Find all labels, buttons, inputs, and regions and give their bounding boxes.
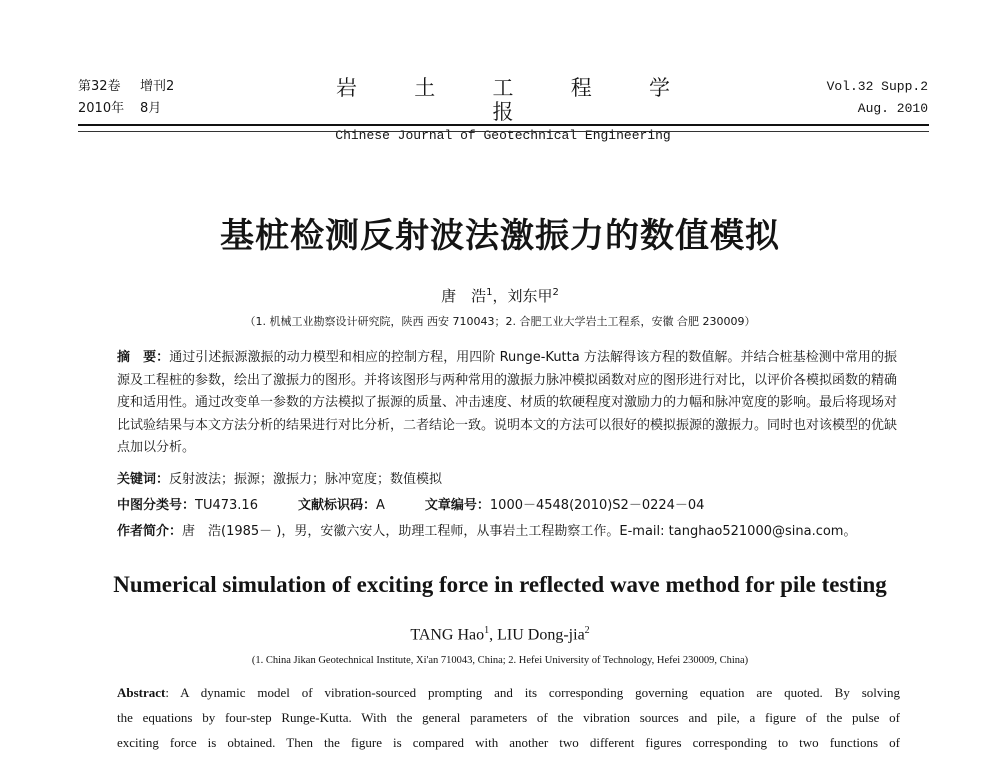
author-2-en: LIU Dong-jia [497, 626, 585, 644]
journal-header [78, 76, 928, 143]
bio-label: 作者简介： [117, 524, 183, 539]
author-1-sup: 1 [486, 287, 493, 298]
author-2-cn: 刘东甲 [507, 287, 553, 305]
author-1-en: TANG Hao [410, 626, 485, 644]
author-2-sup: 2 [552, 287, 559, 298]
abstract-en-line-2: the equations by four-step Runge-Kutta. With the general parameters of the vibration sources and pile, a figure of the pulse of [117, 710, 900, 725]
abstract-label-en: Abstract [117, 685, 166, 700]
article-title-cn: 基桩检测反射波法激振力的数值模拟 [220, 216, 780, 256]
year-cn: 2010年 [78, 101, 125, 116]
bio-text: 唐 浩(1985－ )，男，安徽六安人，助理工程师，从事岩土工程勘察工作。E-mail: tanghao521000@sina.com。 [182, 524, 857, 539]
authors-cn [0, 285, 1000, 306]
issue-cn: 增刊2 [140, 79, 175, 94]
date-en: Aug. 2010 [857, 101, 928, 116]
month-cn: 8月 [140, 101, 162, 116]
keywords-label-cn: 关键词： [117, 472, 170, 487]
abstract-label-cn: 摘 要： [117, 350, 170, 365]
doc-code-value: A [375, 498, 385, 513]
doc-code-label: 文献标识码： [297, 498, 376, 513]
classification-line [117, 495, 897, 517]
keywords-cn [117, 469, 897, 491]
clc-label: 中图分类号： [117, 498, 196, 513]
volume-en: Vol.32 Supp.2 [826, 79, 928, 94]
author-1-cn: 唐 浩 [441, 287, 487, 305]
article-no-value: 1000－4548(2010)S2－0224－04 [489, 498, 705, 513]
keywords-text-cn: 反射波法；振源；激振力；脉冲宽度；数值模拟 [169, 472, 443, 487]
abstract-cn [117, 347, 897, 460]
abstract-en [117, 680, 900, 755]
clc-value: TU473.16 [195, 498, 258, 513]
affiliation-cn: （1. 机械工业勘察设计研究院，陕西 西安 710043；2. 合肥工业大学岩土工程系，安徽 合肥 230009） [244, 315, 756, 328]
journal-name-en: Chinese Journal of Geotechnical Engineering [335, 128, 671, 143]
volume-cn: 第32卷 [78, 79, 121, 94]
header-rule-thick [78, 124, 929, 126]
article-no-label: 文章编号： [424, 498, 490, 513]
abstract-text-cn: 通过引述振源激振的动力模型和相应的控制方程，用四阶 Runge-Kutta 方法解得该方程的数值解。并结合桩基检测中常用的振源及工程桩的参数，绘出了激振力的图形。并将该图形与两种常用的激振力脉冲模拟函数对应的图形进行对比，以评价各模拟函数的精确度和适用性。通过改变单一参数的方法模拟了振源的质量、冲击速度、材质的软硬程度对激励力的力幅和脉冲宽度的影响。最后将现场对比试验结果与本文方法分析的结果进行对比分析，二者结论一致。说明本文的方法可以很好的模拟振源的激振力。同时也对该模型的优缺点加以分析。 [117, 350, 898, 455]
header-right [827, 76, 928, 120]
header-rule-thin [78, 131, 929, 132]
authors-en: TANG Hao$^1$, LIU Dong-jia$^2$ [410, 625, 590, 644]
author-bio [117, 521, 897, 543]
article-title-en: Numerical simulation of exciting force in reflected wave method for pile testing [113, 572, 887, 597]
header-center [303, 76, 703, 146]
abstract-en-line-1: : A dynamic model of vibration-sourced prompting and its corresponding governing equation are quoted. By solving [165, 685, 900, 700]
journal-name-cn: 岩 土 工 程 学 报 [336, 76, 696, 124]
abstract-en-line [117, 680, 900, 705]
header-left [78, 76, 174, 120]
abstract-en-line-3: exciting force is obtained. Then the figure is compared with another two different figures corresponding to two functions of [117, 735, 900, 750]
author-1-en-sup: 1 [484, 625, 490, 636]
author-separator: ， [492, 287, 508, 305]
author-2-en-sup: 2 [584, 625, 590, 636]
affiliation-en: (1. China Jikan Geotechnical Institute, Xi'an 710043, China; 2. Hefei University of Technology, Hefei 230009, China) [251, 655, 749, 666]
